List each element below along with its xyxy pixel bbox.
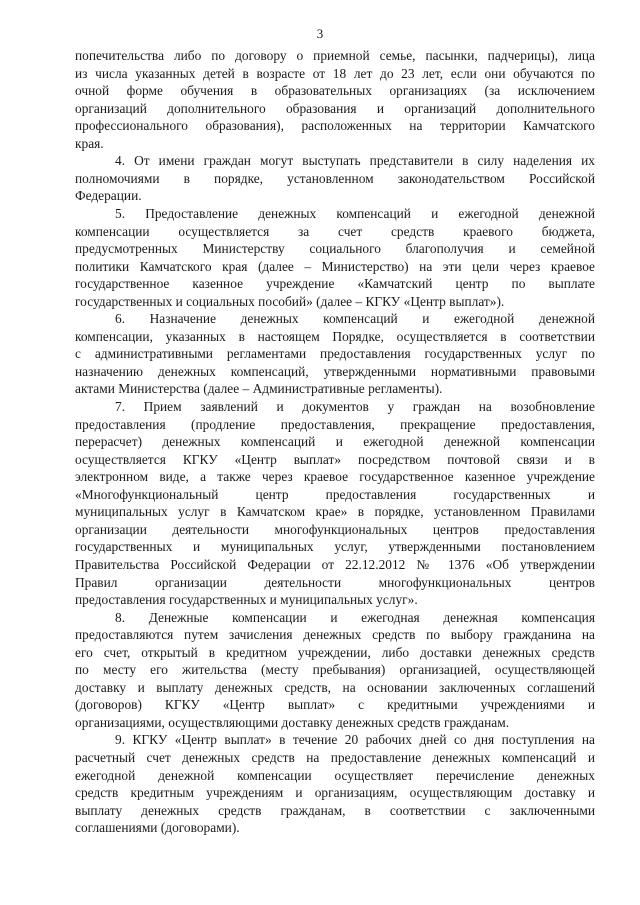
text-line: актами Министерства (далее – Административные регламенты). bbox=[75, 381, 443, 397]
text-line: 5. Предоставление денежных компенсаций и ежегодной денежной bbox=[115, 205, 595, 221]
text-line: его счет, открытый в кредитном учреждении, либо доставки денежных средств bbox=[75, 644, 595, 660]
text-line: 7. Прием заявлений и документов у граждан на возобновление bbox=[115, 399, 595, 414]
text-line: компенсации осуществляется за счет средств краевого бюджета, bbox=[75, 223, 595, 239]
text-line: политики Камчатского края (далее – Министерство) на эти цели через краевое bbox=[75, 258, 595, 274]
text-line: перерасчет) денежных компенсаций и ежегодной денежной компенсации bbox=[75, 434, 595, 450]
text-line: ежегодной денежной компенсации осуществляет перечисление денежных bbox=[75, 767, 595, 783]
text-line: муниципальных услуг в Камчатском крае» в порядке, установленном Правилами bbox=[75, 504, 595, 520]
text-line: организаций дополнительного образования и организаций дополнительного bbox=[75, 100, 595, 116]
text-line: соглашениями (договорами). bbox=[75, 820, 240, 836]
text-line: профессионального образования), расположенных на территории Камчатского bbox=[75, 118, 595, 134]
text-line: государственное казенное учреждение «Камчатский центр по выплате bbox=[75, 276, 595, 292]
text-line: края. bbox=[75, 135, 104, 151]
text-line: расчетный счет денежных средств на предоставление денежных компенсаций и bbox=[75, 750, 595, 765]
text-line: выплату денежных средств гражданам, в соответствии с заключенными bbox=[75, 802, 595, 818]
text-line: средств кредитным учреждениям и организациям, осуществляющим доставку и bbox=[75, 785, 595, 801]
text-line: предоставляются путем зачисления денежных средств по выбору гражданина на bbox=[75, 627, 595, 643]
text-line: организации деятельности многофункциональных центров предоставления bbox=[75, 521, 595, 537]
text-line: Правил организации деятельности многофункциональных центров bbox=[75, 574, 595, 590]
text-line: назначению денежных компенсаций, утвержденными нормативными правовыми bbox=[75, 363, 595, 379]
text-line: доставку и выплату денежных средств, на основании заключенных соглашений bbox=[75, 679, 595, 695]
text-line: (договоров) КГКУ «Центр выплат» с кредитными учреждениями и bbox=[75, 697, 595, 713]
text-line: предоставления государственных и муниципальных услуг». bbox=[75, 592, 418, 608]
text-line: «Многофункциональный центр предоставления государственных и bbox=[75, 486, 595, 502]
text-line: 4. От имени граждан могут выступать представители в силу наделения их bbox=[115, 153, 595, 169]
text-line: из числа указанных детей в возрасте от 18 лет до 23 лет, если они обучаются по bbox=[75, 65, 595, 81]
text-line: государственных и муниципальных услуг, утвержденными постановлением bbox=[75, 539, 595, 555]
text-line: предоставления (продление предоставления, прекращение предоставления, bbox=[75, 416, 595, 432]
text-line: попечительства либо по договору о приемной семье, пасынки, падчерицы), лица bbox=[75, 48, 595, 63]
text-line: 6. Назначение денежных компенсаций и ежегодной денежной bbox=[115, 311, 595, 327]
text-line: полномочиями в порядке, установленном законодательством Российской bbox=[75, 170, 595, 186]
text-line: 8. Денежные компенсации и ежегодная денежная компенсация bbox=[115, 609, 595, 625]
text-line: организациями, осуществляющими доставку денежных средств гражданам. bbox=[75, 714, 510, 730]
text-line: с административными регламентами предоставления государственных услуг по bbox=[75, 346, 595, 362]
page-number: 3 bbox=[316, 26, 324, 41]
text-line: очной форме обучения в образовательных организациях (за исключением bbox=[75, 83, 595, 99]
text-line: государственных и социальных пособий» (далее – КГКУ «Центр выплат»). bbox=[75, 293, 505, 309]
text-line: осуществляется КГКУ «Центр выплат» посредством почтовой связи и в bbox=[75, 451, 595, 467]
text-line: Правительства Российской Федерации от 22.12.2012 № 1376 «Об утверждении bbox=[75, 556, 595, 572]
text-line: по месту его жительства (месту пребывания) организацией, осуществляющей bbox=[75, 662, 595, 678]
text-line: компенсации, указанных в настоящем Порядке, осуществляется в соответствии bbox=[75, 328, 595, 344]
text-line: Федерации. bbox=[75, 188, 142, 204]
text-line: 9. КГКУ «Центр выплат» в течение 20 рабочих дней со дня поступления на bbox=[115, 732, 595, 748]
text-line: электронном виде, а также через краевое государственное казенное учреждение bbox=[75, 469, 595, 485]
text-line: предусмотренных Министерству социального благополучия и семейной bbox=[75, 241, 595, 257]
